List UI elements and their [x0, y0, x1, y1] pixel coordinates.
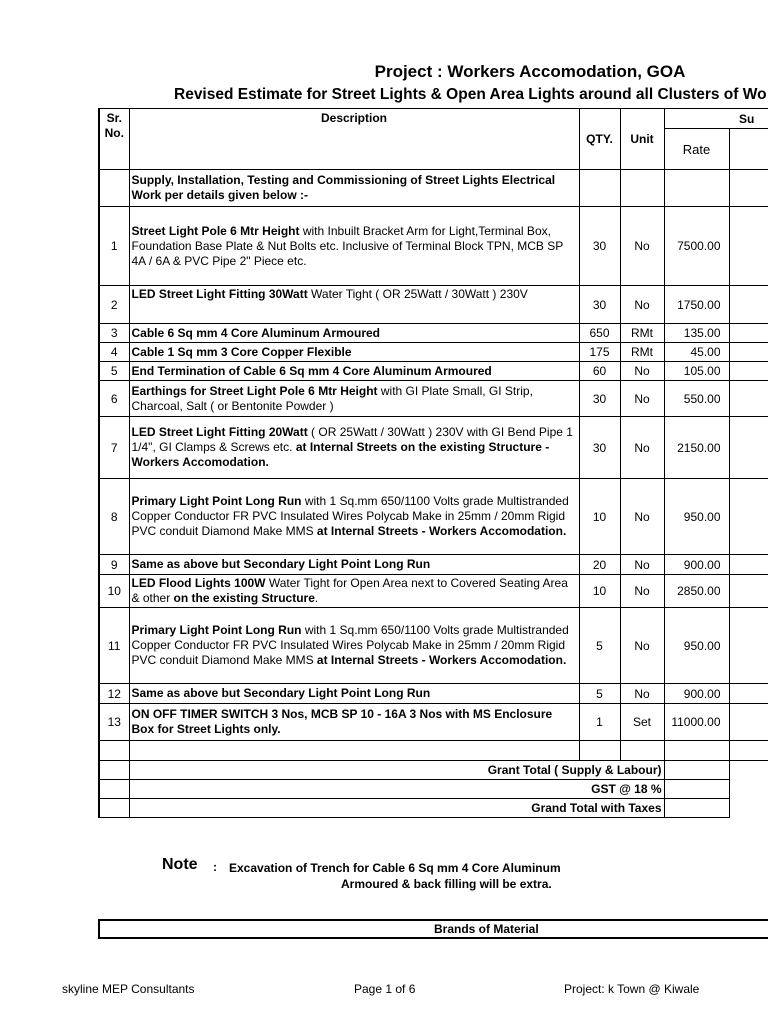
row-description-bold: ON OFF TIMER SWITCH 3 Nos, MCB SP 10 - 16A 3 Nos with MS Enclosure Box for Street Lights only. — [131, 707, 553, 736]
row-description — [129, 684, 579, 704]
row-qty: 60 — [579, 362, 620, 381]
total-row — [99, 780, 768, 799]
row-extra — [729, 381, 768, 417]
blank-cell — [579, 741, 620, 761]
page-subtitle: Revised Estimate for Street Lights & Open Area Lights around all Clusters of Wo — [174, 86, 767, 103]
header-description: Description — [129, 109, 579, 170]
row-extra — [729, 479, 768, 555]
row-description-bold: Same as above but Secondary Light Point Long Run — [131, 557, 431, 571]
intro-qty — [579, 170, 620, 207]
table-row — [99, 417, 768, 479]
row-description-bold: Street Light Pole 6 Mtr Height — [131, 223, 300, 238]
header-blank — [664, 109, 729, 129]
row-description-text: Water Tight for Open Area next to Covered Seating Area & other — [131, 576, 568, 605]
note-colon: : — [213, 860, 217, 874]
table-row — [99, 704, 768, 741]
row-unit: No — [620, 417, 664, 479]
row-qty: 10 — [579, 479, 620, 555]
row-description-bold: Primary Light Point Long Run — [131, 623, 302, 637]
row-rate: 2850.00 — [664, 575, 729, 608]
note-line-1: Excavation of Trench for Cable 6 Sq mm 4 Core Aluminum — [229, 861, 561, 875]
row-sr-no: 10 — [99, 575, 129, 608]
table-row — [99, 608, 768, 684]
row-description-bold: LED Street Light Fitting 20Watt — [131, 425, 308, 439]
row-rate: 2150.00 — [664, 417, 729, 479]
row-qty: 20 — [579, 555, 620, 575]
row-description — [129, 207, 579, 286]
row-extra — [729, 608, 768, 684]
row-extra — [729, 684, 768, 704]
note-line-2: Armoured & back filling will be extra. — [341, 877, 552, 891]
table-row — [99, 286, 768, 324]
note-label: Note — [162, 856, 198, 873]
row-extra — [729, 324, 768, 343]
row-qty: 5 — [579, 608, 620, 684]
total-rate — [664, 799, 729, 818]
row-description — [129, 324, 579, 343]
row-sr-no: 9 — [99, 555, 129, 575]
total-extra — [729, 780, 768, 799]
row-description — [129, 286, 579, 324]
row-description-text: ( OR 25Watt / 30Watt ) 230V with GI Bend Pipe 1 1/4", GI Clamps & Screws etc. — [131, 425, 573, 454]
row-sr-no: 11 — [99, 608, 129, 684]
row-description — [129, 704, 579, 741]
row-extra — [729, 555, 768, 575]
row-unit: No — [620, 608, 664, 684]
intro-rate — [664, 170, 729, 207]
row-unit: No — [620, 479, 664, 555]
row-description — [129, 343, 579, 362]
row-description-tail: . — [314, 591, 319, 605]
intro-sr — [99, 170, 129, 207]
row-unit: No — [620, 684, 664, 704]
table-row — [99, 381, 768, 417]
blank-row — [99, 741, 768, 761]
row-qty: 30 — [579, 207, 620, 286]
page-title: Project : Workers Accomodation, GOA — [374, 62, 686, 81]
row-unit: RMt — [620, 324, 664, 343]
row-sr-no: 8 — [99, 479, 129, 555]
footer-company: skyline MEP Consultants — [62, 982, 195, 996]
total-extra — [729, 761, 768, 780]
table-row — [99, 575, 768, 608]
row-sr-no: 3 — [99, 324, 129, 343]
row-qty: 1 — [579, 704, 620, 741]
row-rate: 950.00 — [664, 608, 729, 684]
table-row — [99, 343, 768, 362]
header-sr-no: Sr. No. — [99, 109, 129, 170]
grand-total-label: Grand Total with Taxes — [129, 799, 664, 818]
row-description — [129, 608, 579, 684]
row-rate: 900.00 — [664, 555, 729, 575]
table-row — [99, 324, 768, 343]
total-sr — [99, 761, 129, 780]
intro-unit — [620, 170, 664, 207]
grant-total-label: Grant Total ( Supply & Labour) — [129, 761, 664, 780]
row-sr-no: 1 — [99, 207, 129, 286]
row-qty: 30 — [579, 381, 620, 417]
row-rate: 135.00 — [664, 324, 729, 343]
row-sr-no: 12 — [99, 684, 129, 704]
brands-of-material-bar — [98, 919, 768, 939]
row-extra — [729, 362, 768, 381]
row-description — [129, 362, 579, 381]
row-description-bold-2: at Internal Streets - Workers Accomodation. — [316, 524, 567, 538]
header-unit: Unit — [620, 109, 664, 170]
table-row — [99, 684, 768, 704]
row-description-bold: LED Flood Lights 100W — [131, 576, 266, 590]
row-extra — [729, 704, 768, 741]
footer-project: Project: k Town @ Kiwale — [564, 982, 700, 996]
table-row — [99, 362, 768, 381]
row-sr-no: 13 — [99, 704, 129, 741]
row-description-text: with 1 Sq.mm 650/1100 Volts grade Multistranded Copper Conductor FR PVC Insulated Wires Polycab Make in 25mm / 20mm Rigid PVC conduit Diamond Make MMS — [131, 623, 569, 667]
row-description — [129, 479, 579, 555]
header-supply-group: Su — [729, 109, 768, 129]
row-rate: 950.00 — [664, 479, 729, 555]
row-sr-no: 5 — [99, 362, 129, 381]
blank-cell — [129, 741, 579, 761]
row-unit: No — [620, 286, 664, 324]
row-description-text: Water Tight ( OR 25Watt / 30Watt ) 230V — [307, 287, 528, 301]
brands-of-material-label: Brands of Material — [434, 922, 539, 936]
blank-cell — [664, 741, 729, 761]
row-unit: Set — [620, 704, 664, 741]
row-unit: No — [620, 362, 664, 381]
total-extra — [729, 799, 768, 818]
row-extra — [729, 417, 768, 479]
total-rate — [664, 761, 729, 780]
row-qty: 30 — [579, 417, 620, 479]
intro-description: Supply, Installation, Testing and Commissioning of Street Lights Electrical Work per details given below :- — [129, 170, 579, 207]
row-description — [129, 575, 579, 608]
row-sr-no: 7 — [99, 417, 129, 479]
row-qty: 5 — [579, 684, 620, 704]
gst-label: GST @ 18 % — [129, 780, 664, 799]
total-row — [99, 761, 768, 780]
total-row — [99, 799, 768, 818]
row-description-text: with GI Plate Small, GI Strip, Charcoal, Salt ( or Bentonite Powder ) — [131, 383, 533, 413]
row-description-bold: Primary Light Point Long Run — [131, 494, 302, 508]
header-rate: Rate — [664, 129, 729, 170]
row-extra — [729, 575, 768, 608]
footer-page-number: Page 1 of 6 — [354, 982, 416, 996]
row-qty: 10 — [579, 575, 620, 608]
row-sr-no: 6 — [99, 381, 129, 417]
table-row — [99, 555, 768, 575]
intro-extra — [729, 170, 768, 207]
row-extra — [729, 207, 768, 286]
row-unit: RMt — [620, 343, 664, 362]
total-rate — [664, 780, 729, 799]
total-sr — [99, 799, 129, 818]
row-unit: No — [620, 575, 664, 608]
row-description — [129, 381, 579, 417]
row-description-bold-2: at Internal Streets - Workers Accomodation. — [316, 653, 567, 667]
row-rate: 11000.00 — [664, 704, 729, 741]
row-unit: No — [620, 207, 664, 286]
row-qty: 175 — [579, 343, 620, 362]
row-description-bold: Cable 1 Sq mm 3 Core Copper Flexible — [131, 344, 352, 359]
row-description-bold: Same as above but Secondary Light Point Long Run — [131, 686, 431, 700]
row-sr-no: 2 — [99, 286, 129, 324]
row-description-bold-2: on the existing Structure — [173, 591, 315, 605]
blank-extra — [729, 741, 768, 761]
row-qty: 30 — [579, 286, 620, 324]
row-extra — [729, 286, 768, 324]
row-description-bold: Cable 6 Sq mm 4 Core Aluminum Armoured — [131, 325, 380, 340]
row-qty: 650 — [579, 324, 620, 343]
row-description — [129, 417, 579, 479]
row-description-bold: LED Street Light Fitting 30Watt — [131, 287, 308, 301]
row-rate: 900.00 — [664, 684, 729, 704]
header-extra — [729, 129, 768, 170]
row-rate: 7500.00 — [664, 207, 729, 286]
row-rate: 1750.00 — [664, 286, 729, 324]
estimate-table — [98, 108, 768, 818]
header-qty: QTY. — [579, 109, 620, 170]
row-rate: 45.00 — [664, 343, 729, 362]
row-unit: No — [620, 555, 664, 575]
total-sr — [99, 780, 129, 799]
table-row — [99, 479, 768, 555]
row-description-text: with Inbuilt Bracket Arm for Light,Terminal Box, Foundation Base Plate & Nut Bolts etc. Inclusive of Terminal Block TPN, MCB SP 4A / 6A & PVC Pipe 2" Piece etc. — [131, 223, 564, 268]
blank-sr — [99, 741, 129, 761]
row-description-text: with 1 Sq.mm 650/1100 Volts grade Multistranded Copper Conductor FR PVC Insulated Wires Polycab Make in 25mm / 20mm Rigid PVC conduit Diamond Make MMS — [131, 494, 569, 538]
row-description-bold: End Termination of Cable 6 Sq mm 4 Core Aluminum Armoured — [131, 363, 492, 378]
table-row — [99, 207, 768, 286]
row-description-bold: Earthings for Street Light Pole 6 Mtr Height — [131, 383, 378, 398]
row-sr-no: 4 — [99, 343, 129, 362]
row-description — [129, 555, 579, 575]
blank-cell — [620, 741, 664, 761]
row-rate: 550.00 — [664, 381, 729, 417]
row-description-bold-2: at Internal Streets on the existing Structure - Workers Accomodation. — [131, 440, 550, 469]
row-extra — [729, 343, 768, 362]
row-unit: No — [620, 381, 664, 417]
row-rate: 105.00 — [664, 362, 729, 381]
